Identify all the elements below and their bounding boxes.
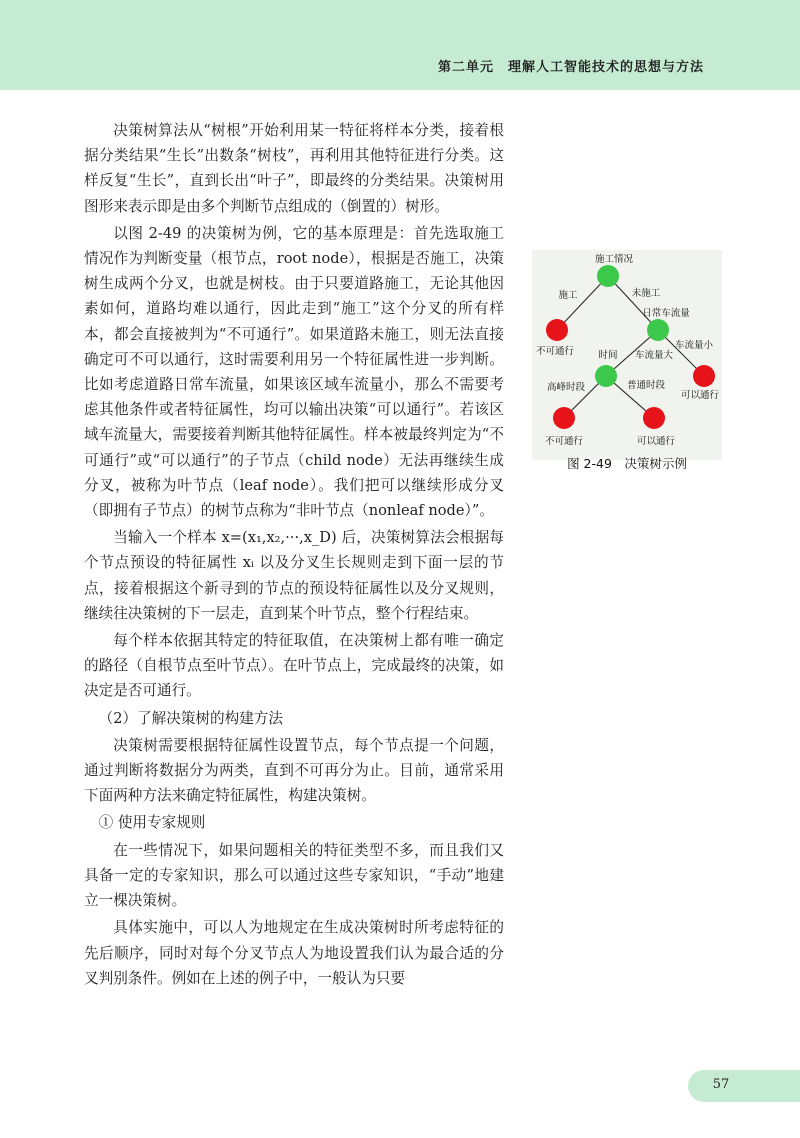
traffic-node — [647, 319, 669, 341]
label-time: 时间 — [598, 350, 618, 361]
paragraph: 在一些情况下，如果问题相关的特征类型不多，而且我们又具备一定的专家知识，那么可以通过这些专家知识，“手动”地建立一棵决策树。 — [84, 841, 504, 910]
label-small-traffic: 车流量小 — [674, 340, 714, 351]
label-traffic: 日常车流量 — [642, 308, 690, 319]
paragraph: 具体实施中，可以人为地规定在生成决策树时所考虑特征的先后顺序，同时对每个分叉节点人为地设置我们认为最合适的分叉判别条件。例如在上述的例子中，一般认为只要 — [84, 919, 504, 987]
decision-tree-diagram — [532, 250, 722, 460]
page-number-tab — [688, 1070, 800, 1102]
label-construction: 施工 — [558, 290, 578, 301]
root-node — [597, 265, 619, 287]
label-large-traffic: 车流量大 — [634, 350, 674, 361]
label-leaf-no-bottom: 不可通行 — [544, 436, 584, 447]
paragraph: 每个样本依据其特定的特征取值，在决策树上都有唯一确定的路径（自根节点至叶节点）。在叶节点上，完成最终的决策，如决定是否可通行。 — [84, 632, 504, 700]
decision-tree-figure — [532, 250, 722, 460]
paragraph: 当输入一个样本 x=(x₁,x₂,···,x_D) 后，决策树算法会根据每个节点预设的特征属性 xᵢ 以及分叉生长规则走到下面一层的节点，接着根据这个新寻到的节点的预设特征属性以及分叉规则，继续往决策树的下一层走，直到某个叶节点，整个行程结束。 — [84, 529, 504, 622]
label-leaf-yes-bottom: 可以通行 — [636, 436, 676, 447]
body-text — [84, 118, 504, 991]
paragraph: 决策树需要根据特征属性设置节点，每个节点提一个问题，通过判断将数据分为两类，直到不可再分为止。目前，通常采用下面两种方法来确定特征属性，构建决策树。 — [84, 736, 504, 805]
edge-no-construction — [608, 276, 658, 330]
paragraph: 决策树算法从“树根”开始利用某一特征将样本分类，接着根据分类结果“生长”出数条“树枝”，再利用其他特征进行分类。这样反复“生长”，直到长出“叶子”，即最终的分类结果。决策树用图形来表示即是由多个判断节点组成的（倒置的）树形。 — [84, 122, 504, 215]
leaf-node-no-pass-bottom — [553, 407, 575, 429]
edge-construction — [557, 276, 608, 330]
label-no-construction: 未施工 — [631, 288, 661, 299]
leaf-node-pass-bottom — [643, 407, 665, 429]
leaf-node-no-pass — [546, 319, 568, 341]
paragraph: 以图 2-49 的决策树为例，它的基本原理是：首先选取施工情况作为判断变量（根节点，root node），根据是否施工，决策树生成两个分叉，也就是树枝。由于只要道路施工，无论其他因素如何，道路均难以通行，因此走到“施工”这个分叉的所有样本，都会直接被判为“不可通行”。如果道路未施工，则无法直接确定可不可以通行，这时需要利用另一个特征属性进一步判断。比如考虑道路日常车流量，如果该区域车流量小，那么不需要考虑其他条件或者特征属性，均可以输出决策“可以通行”。若该区域车流量大，需要接着判断其他特征属性。样本被最终判定为“不可通行”或“可以通行”的子节点（child node）无法再继续生成分叉，被称为叶节点（leaf node）。我们把可以继续形成分叉（即拥有子节点）的树节点称为“非叶节点（nonleaf node）”。 — [84, 224, 504, 520]
sub-heading: ① 使用专家规则 — [98, 814, 206, 832]
label-normal: 普通时段 — [626, 380, 666, 391]
figure-caption: 图 2-49 决策树示例 — [567, 456, 687, 471]
section-heading: （2）了解决策树的构建方法 — [98, 709, 284, 727]
label-leaf-yes-right: 可以通行 — [680, 390, 720, 401]
label-leaf-no-left: 不可通行 — [535, 346, 575, 357]
label-peak: 高峰时段 — [546, 382, 586, 393]
leaf-node-pass-right — [693, 365, 715, 387]
page-number: 57 — [712, 1077, 730, 1092]
running-header: 第二单元 理解人工智能技术的思想与方法 — [437, 60, 704, 75]
time-node — [595, 365, 617, 387]
label-root: 施工情况 — [594, 254, 634, 265]
header-band — [0, 0, 800, 90]
